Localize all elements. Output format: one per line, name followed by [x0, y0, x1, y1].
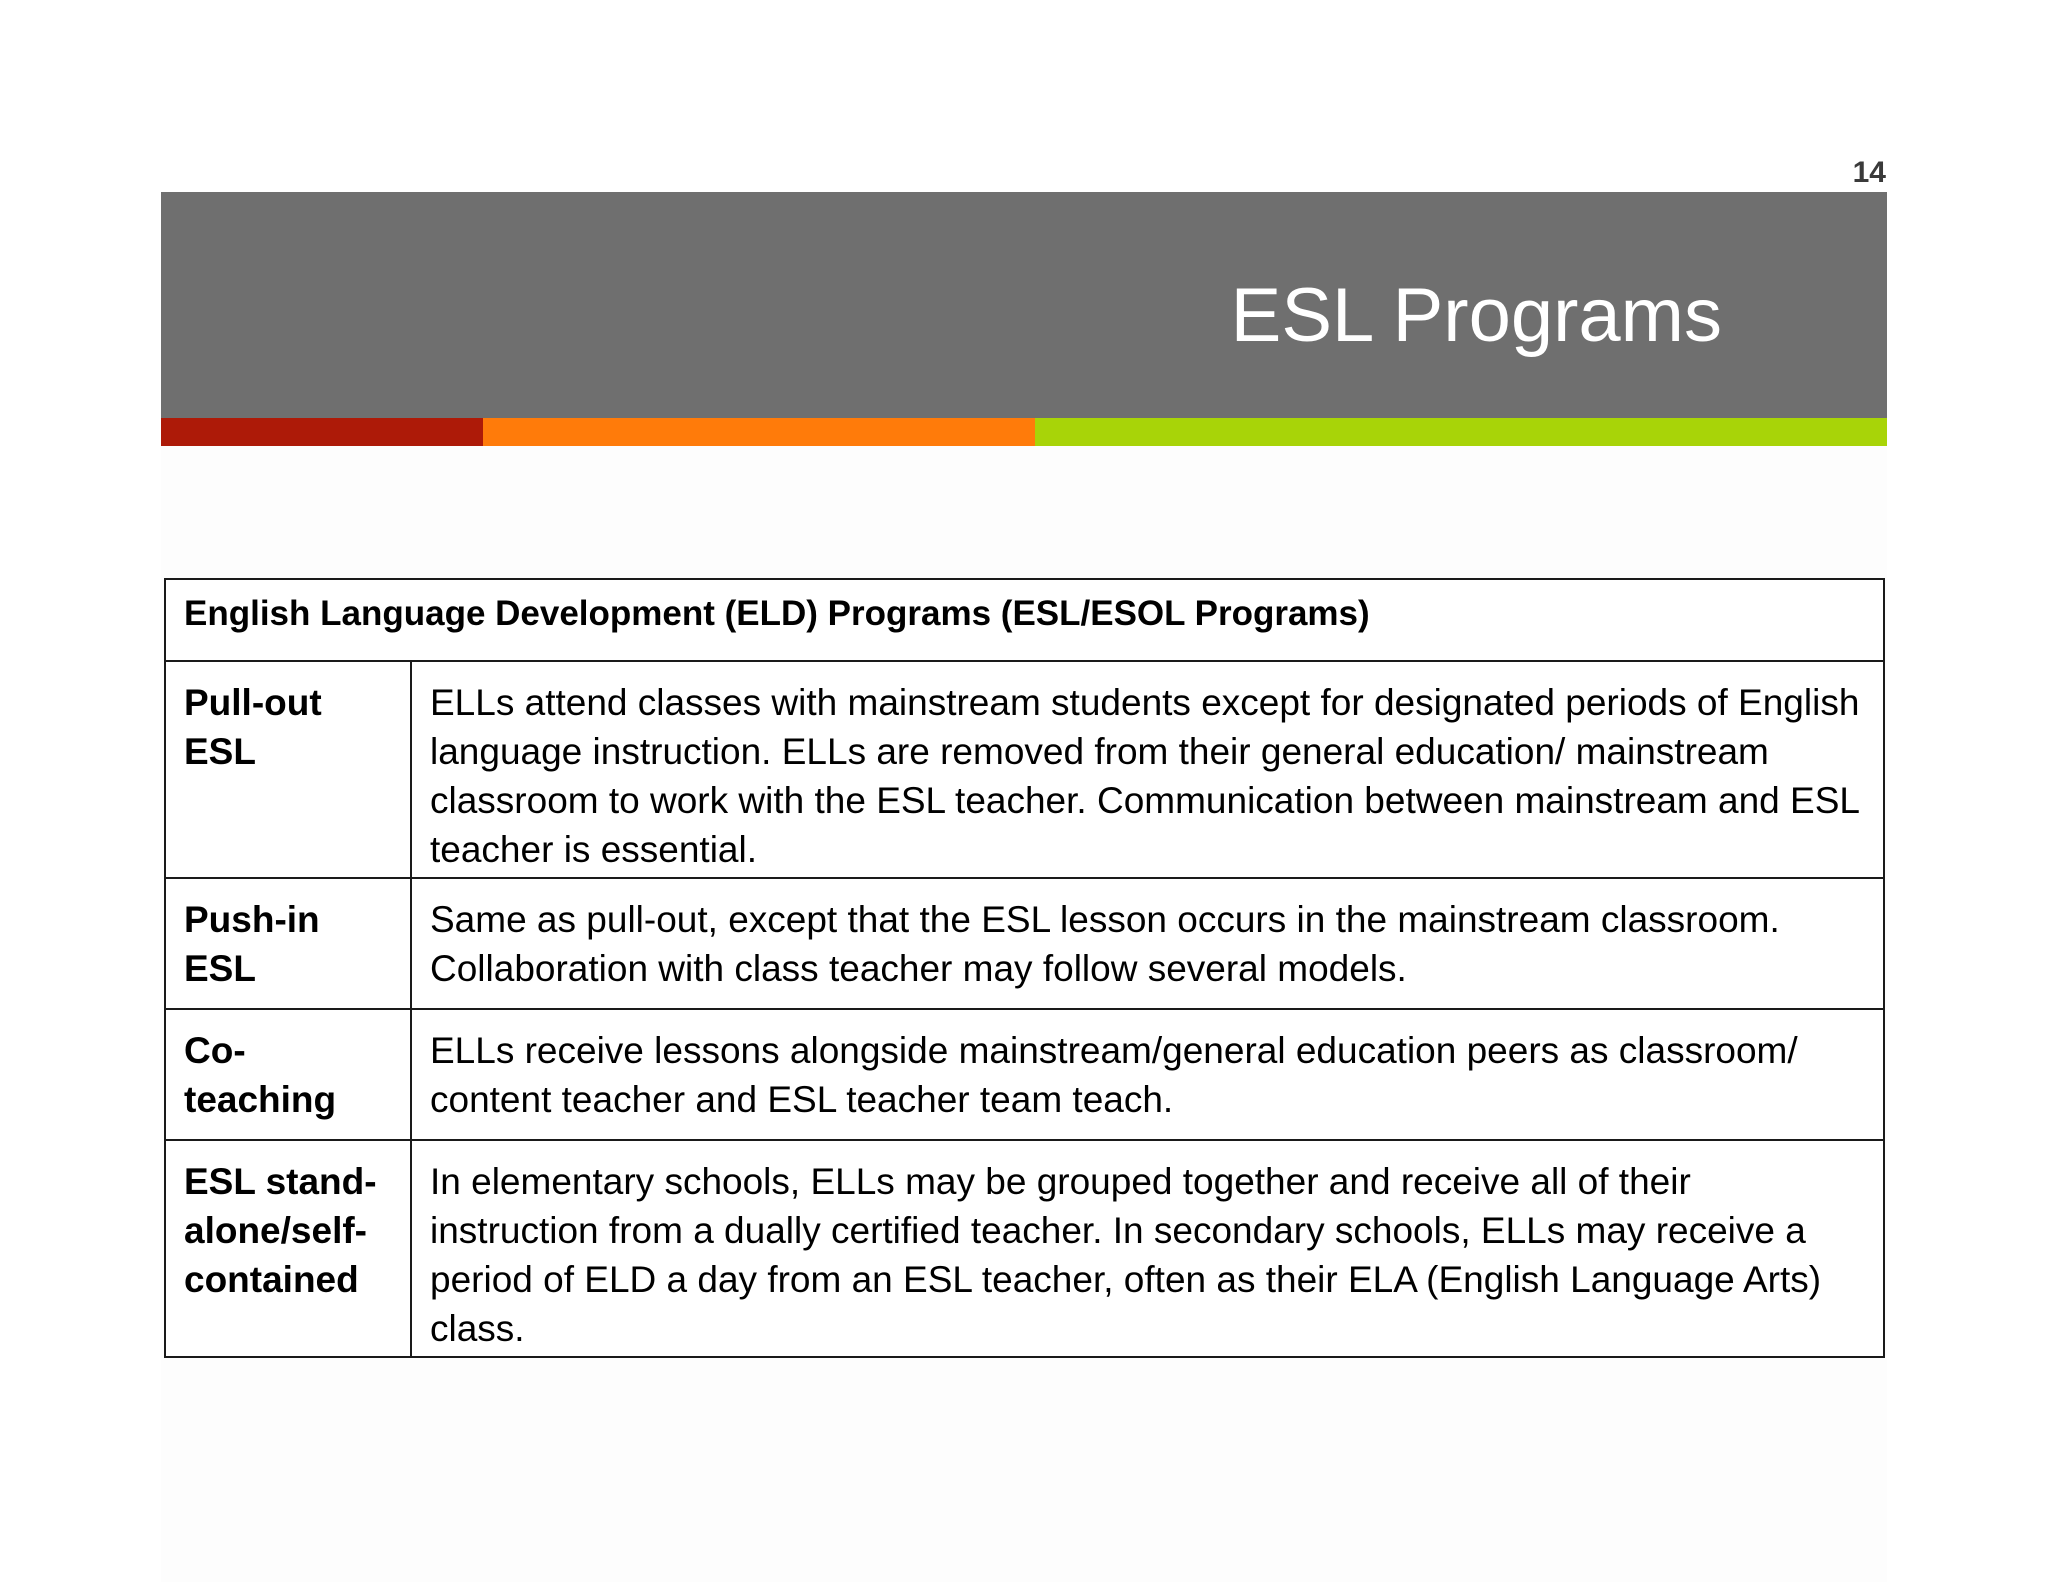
program-description: Same as pull-out, except that the ESL lesson occurs in the mainstream classroom. Collaboration with class teacher may follow several models.	[411, 878, 1884, 1009]
table-header-row	[165, 579, 1884, 661]
program-name: ESL stand-alone/self-contained	[165, 1140, 411, 1357]
accent-stripe-green	[1035, 418, 1887, 446]
table-row	[165, 1140, 1884, 1357]
program-name: Push-in ESL	[165, 878, 411, 1009]
program-description: ELLs receive lessons alongside mainstream/general education peers as classroom/ content teacher and ESL teacher team teach.	[411, 1009, 1884, 1140]
program-description: ELLs attend classes with mainstream students except for designated periods of English language instruction. ELLs are removed from their general education/ mainstream classroom to work with the ESL teacher. Communication between mainstream and ESL teacher is essential.	[411, 661, 1884, 878]
program-name: Pull-out ESL	[165, 661, 411, 878]
program-name: Co-teaching	[165, 1009, 411, 1140]
eld-programs-table	[164, 578, 1885, 1358]
program-description: In elementary schools, ELLs may be grouped together and receive all of their instruction from a dually certified teacher. In secondary schools, ELLs may receive a period of ELD a day from an ESL teacher, often as their ELA (English Language Arts) class.	[411, 1140, 1884, 1357]
table-row	[165, 878, 1884, 1009]
accent-stripe-orange	[483, 418, 1035, 446]
page-number: 14	[1852, 156, 1886, 189]
title-band	[161, 192, 1887, 418]
slide-title: ESL Programs	[1230, 273, 1722, 358]
table-header: English Language Development (ELD) Programs (ESL/ESOL Programs)	[165, 579, 1884, 661]
accent-stripe-red	[161, 418, 483, 446]
table-row	[165, 1009, 1884, 1140]
table-row	[165, 661, 1884, 878]
